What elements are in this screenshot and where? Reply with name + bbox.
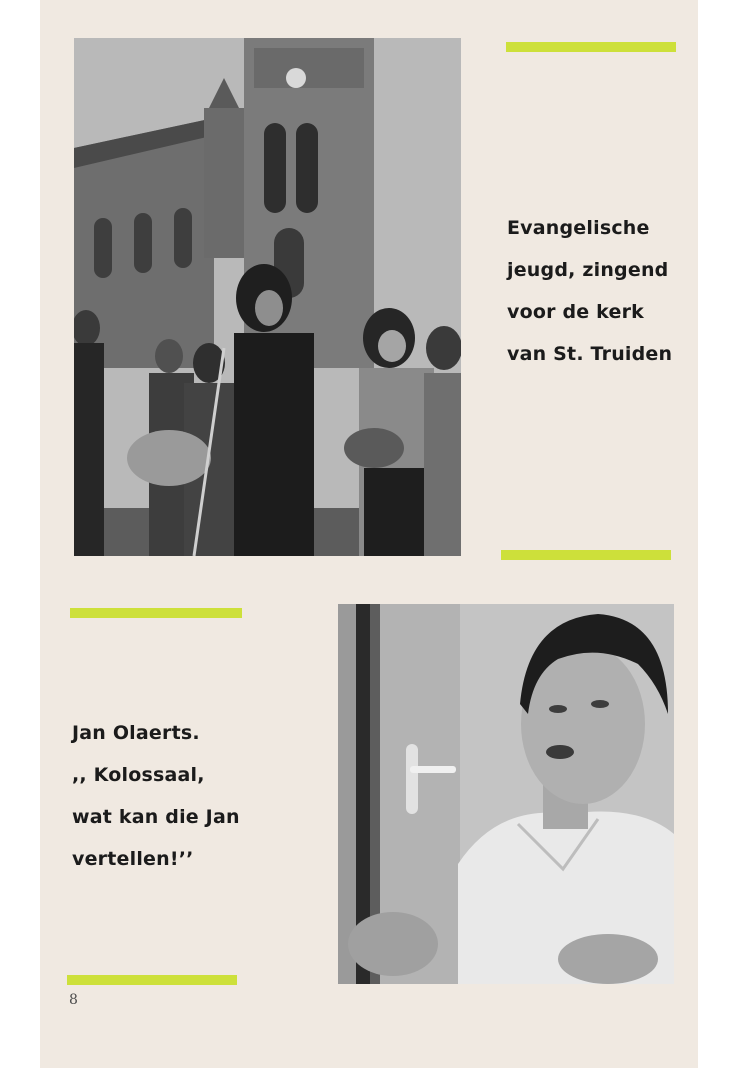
accent-bar-bottom-left bbox=[67, 975, 237, 985]
page-number: 8 bbox=[69, 992, 78, 1008]
accent-bar-middle-right bbox=[501, 550, 671, 560]
caption-line: vertellen!’’ bbox=[72, 848, 194, 870]
accent-bar-middle-left bbox=[70, 608, 242, 618]
magazine-page bbox=[40, 0, 698, 1068]
caption-line: wat kan die Jan bbox=[72, 806, 240, 828]
church-singing-photo bbox=[74, 38, 461, 556]
jan-olaerts-photo bbox=[338, 604, 674, 984]
caption-line: van St. Truiden bbox=[507, 343, 673, 365]
caption-line: voor de kerk bbox=[507, 301, 644, 323]
caption-portrait-photo bbox=[72, 712, 240, 880]
caption-church-photo bbox=[507, 207, 672, 375]
accent-bar-top-right bbox=[506, 42, 676, 52]
caption-line: Evangelische bbox=[507, 217, 650, 239]
caption-line: Jan Olaerts. bbox=[72, 722, 200, 744]
caption-line: jeugd, zingend bbox=[507, 259, 669, 281]
caption-line: ,, Kolossaal, bbox=[72, 764, 205, 786]
